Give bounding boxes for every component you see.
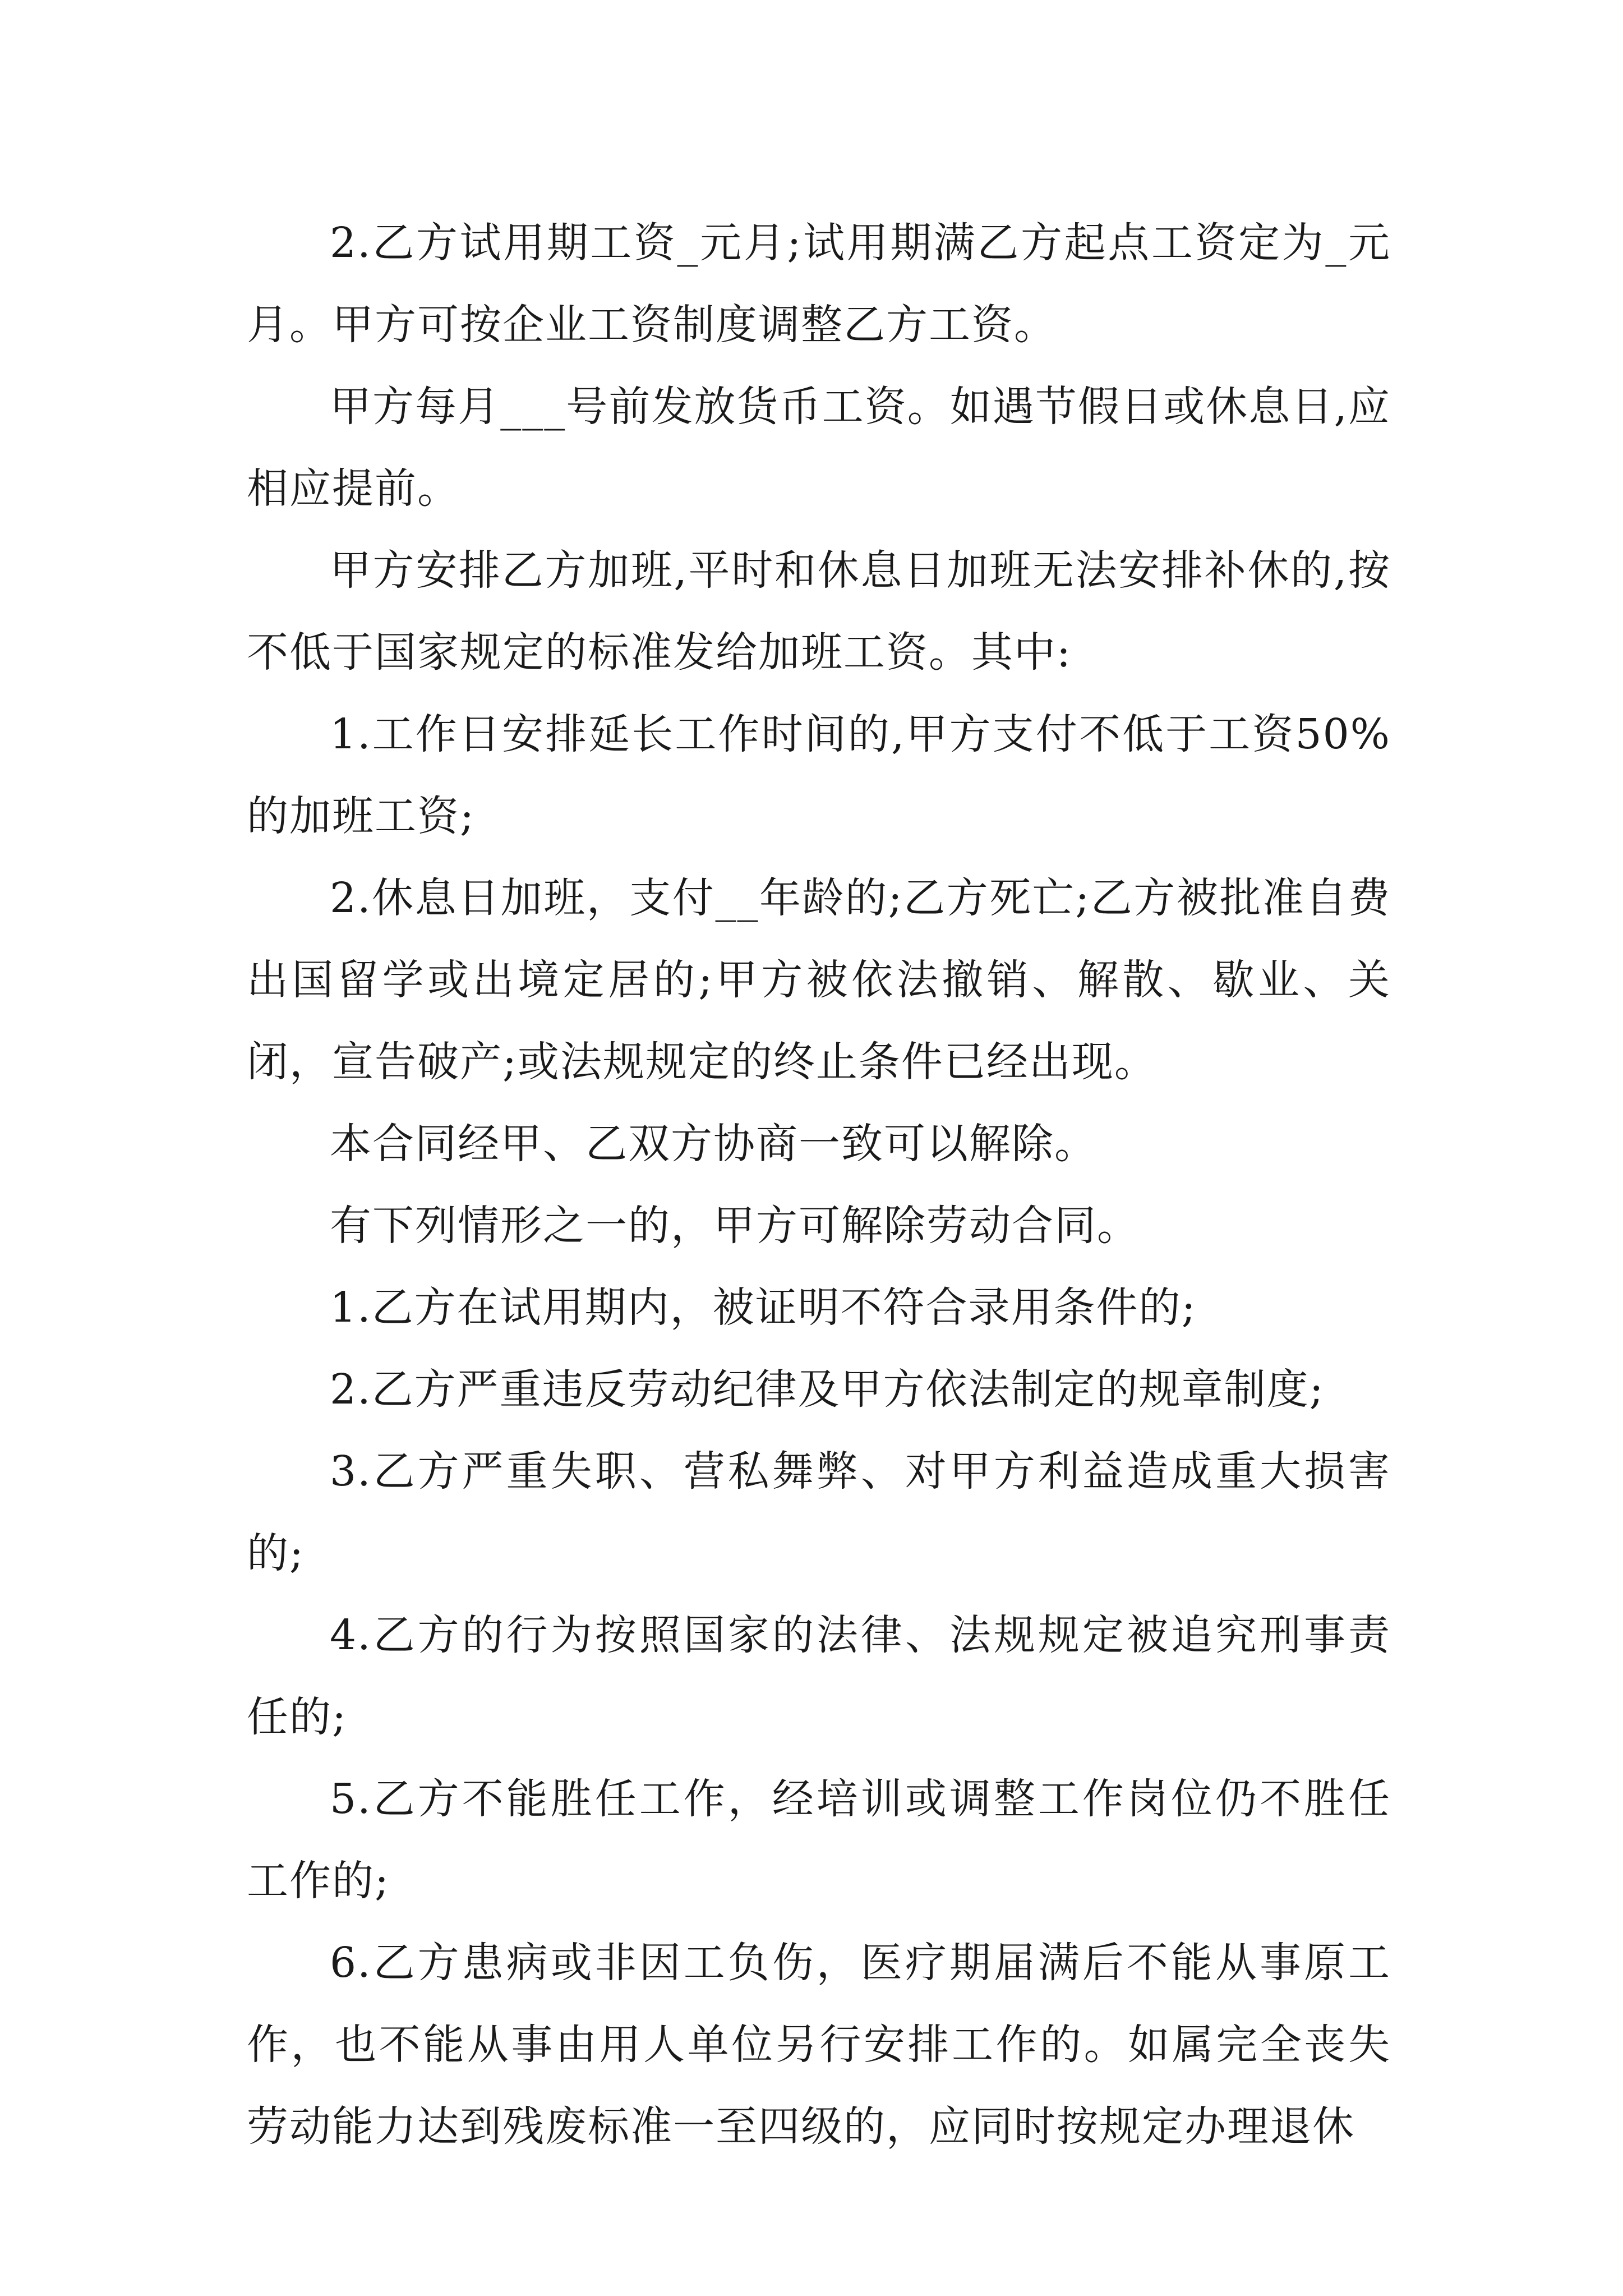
paragraph-overtime-workday: 1.工作日安排延长工作时间的,甲方支付不低于工资50%的加班工资; bbox=[247, 710, 1391, 840]
paragraph-clause-3: 3.乙方严重失职、营私舞弊、对甲方利益造成重大损害的; bbox=[247, 1447, 1391, 1577]
paragraph-termination-intro: 有下列情形之一的，甲方可解除劳动合同。 bbox=[330, 1202, 1140, 1250]
paragraph-clause-2: 2.乙方严重违反劳动纪律及甲方依法制定的规章制度; bbox=[330, 1365, 1325, 1414]
paragraph-salary: 2.乙方试用期工资_元月;试用期满乙方起点工资定为_元月。甲方可按企业工资制度调整乙方工资。 bbox=[247, 219, 1391, 349]
paragraph-mutual-termination: 本合同经甲、乙双方协商一致可以解除。 bbox=[330, 1120, 1097, 1168]
paragraph-clause-6: 6.乙方患病或非因工负伤，医疗期届满后不能从事原工作，也不能从事由用人单位另行安排工作的。如属完全丧失劳动能力达到残废标准一至四级的，应同时按规定办理退休 bbox=[247, 1939, 1391, 2151]
contract-body bbox=[247, 202, 1391, 2168]
paragraph-clause-1: 1.乙方在试用期内，被证明不符合录用条件的; bbox=[330, 1283, 1197, 1332]
paragraph-payday: 甲方每月___号前发放货币工资。如遇节假日或休息日,应相应提前。 bbox=[247, 383, 1391, 513]
paragraph-overtime-restday: 2.休息日加班，支付__年龄的;乙方死亡;乙方被批准自费出国留学或出境定居的;甲方被依法撤销、解散、歇业、关闭，宣告破产;或法规规定的终止条件已经出现。 bbox=[247, 874, 1391, 1086]
paragraph-clause-5: 5.乙方不能胜任工作，经培训或调整工作岗位仍不胜任工作的; bbox=[247, 1775, 1391, 1905]
paragraph-overtime: 甲方安排乙方加班,平时和休息日加班无法安排补休的,按不低于国家规定的标准发给加班工资。其中: bbox=[247, 546, 1391, 677]
paragraph-clause-4: 4.乙方的行为按照国家的法律、法规规定被追究刑事责任的; bbox=[247, 1611, 1391, 1741]
